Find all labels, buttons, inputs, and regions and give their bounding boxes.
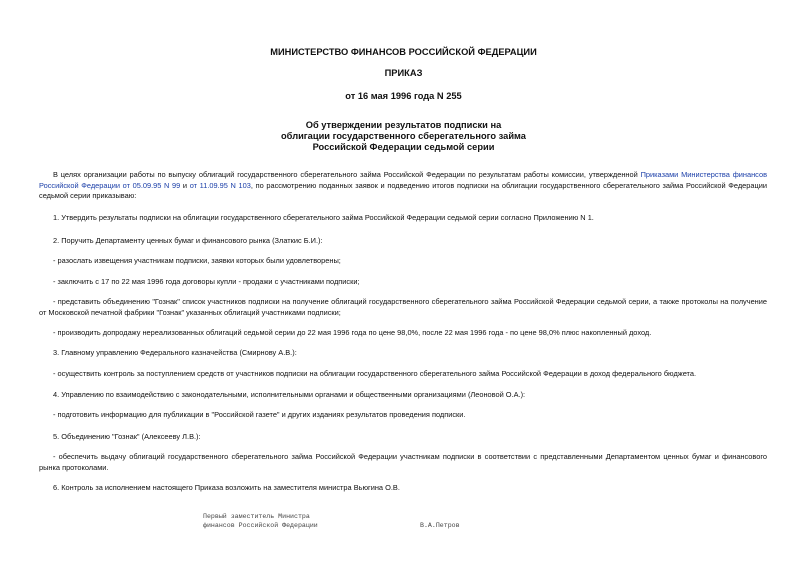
intro-text-mid: и (180, 180, 190, 190)
document-type-heading: ПРИКАЗ (384, 68, 423, 78)
intro-text-before: В целях организации работы по выпуску облигаций государственного сберегательного займа Российской Федерации по результатам работы комиссии, утвержденной (53, 170, 641, 179)
paragraph-2-additional-sale: - производить допродажу нереализованных облигаций седьмой серии до 22 мая 1996 года по цене 98,0%, после 22 мая 1996 года - по цене 98,0% плюс накопленный доход. (53, 328, 652, 337)
title-line-2: облигации государственного сберегательного займа (281, 131, 526, 141)
ministry-heading: МИНИСТЕРСТВО ФИНАНСОВ РОССИЙСКОЙ ФЕДЕРАЦИИ (270, 47, 537, 57)
paragraph-2-conclude-contracts: - заключить с 17 по 22 мая 1996 года договоры купли - продажи с участниками подписки; (53, 277, 360, 286)
paragraph-3-control-funds: - осуществить контроль за поступлением средств от участников подписки на облигации государственного сберегательного займа Российской Федерации в доход федерального бюджета. (53, 369, 697, 378)
signatory-position-line-1: Первый заместитель Министра (203, 513, 310, 520)
signatory-name: В.А.Петров (420, 522, 460, 529)
paragraph-4-publication: - подготовить информацию для публикации в "Российской газете" и других изданиях результатов проведения подписки. (53, 410, 466, 419)
paragraph-4-interaction-department: 4. Управлению по взаимодействию с законодательными, исполнительными органами и общественными организациями (Леоновой О.А.): (53, 390, 526, 399)
intro-paragraph (39, 170, 767, 202)
paragraph-6-control: 6. Контроль за исполнением настоящего Приказа возложить на заместителя министра Вьюгина О.В. (53, 483, 400, 492)
title-line-1: Об утверждении результатов подписки на (305, 120, 502, 130)
paragraph-5-issue-bonds: - обеспечить выдачу облигаций государственного сберегательного займа Российской Федерации участникам подписки в соответствии с представленными Департаментом ценных бумаг и финансового рынка протоколами. (39, 452, 767, 472)
document-date-number: от 16 мая 1996 года N 255 (345, 91, 462, 101)
document-title (0, 120, 807, 153)
paragraph-1-approve-results: 1. Утвердить результаты подписки на облигации государственного сберегательного займа Российской Федерации седьмой серии согласно Приложению N 1. (53, 213, 594, 222)
title-line-3: Российской Федерации седьмой серии (312, 142, 495, 152)
paragraph-2-goznak-list: - представить объединению "Гознак" список участников подписки на получение облигаций государственного сберегательного займа Российской Федерации седьмой серии, а также протоколы на получение от Московской печатной фабрики "Гознак" указанных облигаций участниками подписки; (39, 297, 767, 317)
signatory-position-line-2: финансов Российской Федерации (203, 522, 318, 529)
intro-text-after: , по рассмотрению поданных заявок и подведению итогов подписки на облигации государственного сберегательного займа Российской Федерации седьмой серии приказываю: (39, 180, 767, 201)
order-link-99[interactable]: Приказами Министерства финансов Российской Федерации от 05.09.95 N 99 (39, 170, 768, 190)
paragraph-3-treasury: 3. Главному управлению Федерального казначейства (Смирнову А.В.): (53, 348, 297, 357)
paragraph-5-goznak: 5. Объединению "Гознак" (Алексееву Л.В.): (53, 432, 201, 441)
order-link-103[interactable]: от 11.09.95 N 103 (189, 180, 251, 190)
paragraph-2-send-notices: - разослать извещения участникам подписки, заявки которых были удовлетворены; (53, 256, 341, 265)
paragraph-2-securities-department: 2. Поручить Департаменту ценных бумаг и финансового рынка (Златкис Б.И.): (53, 236, 323, 245)
